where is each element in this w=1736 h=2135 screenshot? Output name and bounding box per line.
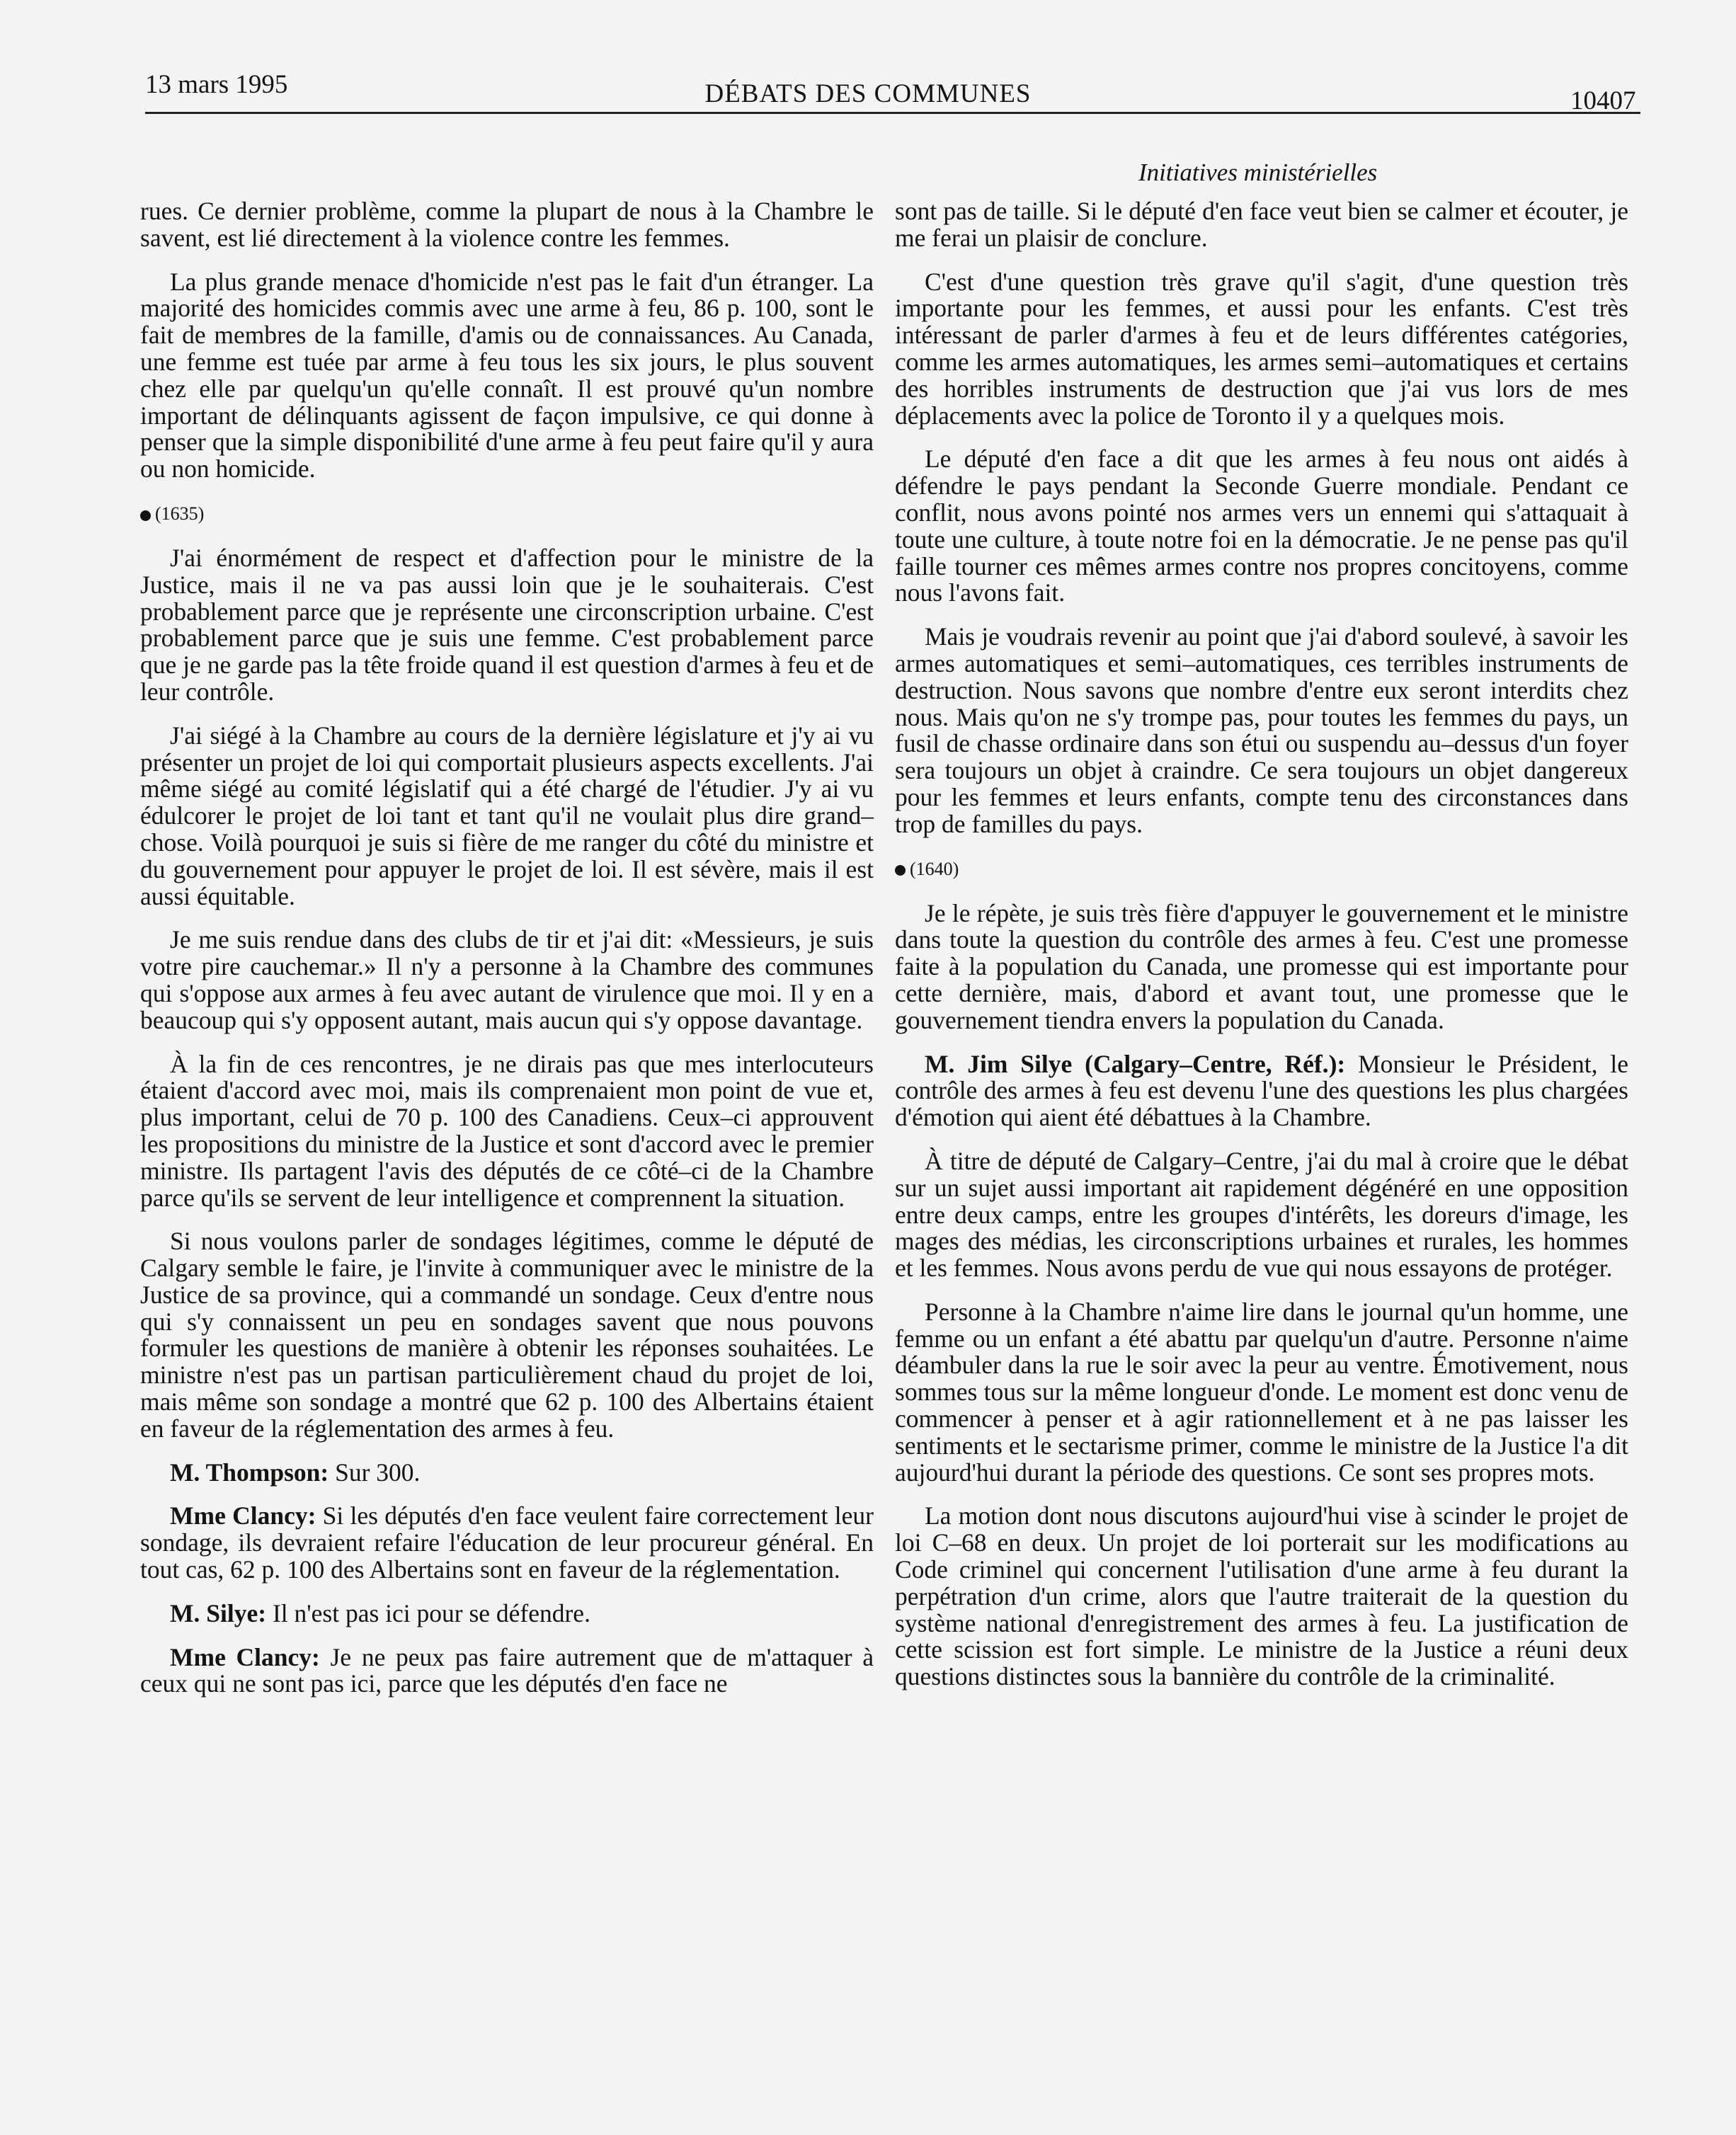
speech-text: Si les députés d'en face veulent faire correctement leur sondage, ils devraient refaire l'éducation de leur procureur général. En tout cas, 62 p. 100 des Albertains sont en faveur de la réglementation.: [140, 1501, 874, 1584]
speech-text: Il n'est pas ici pour se défendre.: [266, 1598, 590, 1627]
speaker-name: M. Thompson:: [170, 1458, 329, 1487]
speech: [140, 1503, 874, 1583]
speech-text: Monsieur le Président, le contrôle des armes à feu est devenu l'une des questions les plus chargées d'émotion qui aient été débattues à la Chambre.: [895, 1049, 1628, 1132]
paragraph: sont pas de taille. Si le député d'en face veut bien se calmer et écouter, je me ferai un plaisir de conclure.: [895, 197, 1628, 252]
time-marker-label: (1635): [155, 503, 205, 524]
time-marker-label: (1640): [910, 858, 959, 879]
paragraph: La motion dont nous discutons aujourd'hui vise à scinder le projet de loi C–68 en deux. Un projet de loi porterait sur les modifications au Code criminel qui concernent l'utilisation d'une arme à feu durant la perpétration d'un crime, alors que l'autre traiterait de la question du système national d'enregistrement des armes à feu. La justification de cette scission est fort simple. Le ministre de la Justice a réuni deux questions distinctes sous la bannière du contrôle de la criminalité.: [895, 1501, 1628, 1691]
speaker-name: Mme Clancy:: [170, 1642, 320, 1671]
header-page-number: 10407: [1570, 86, 1636, 115]
speech-text: Sur 300.: [329, 1458, 421, 1487]
paragraph: J'ai siégé à la Chambre au cours de la dernière législature et j'y ai vu présenter un projet de loi qui comportait plusieurs aspects excellents. J'ai même siégé au comité législatif qui a été chargé de l'étudier. J'y ai vu édulcorer le projet de loi tant et tant qu'il ne voulait plus dire grand–chose. Voilà pourquoi je suis si fière de me ranger du côté du ministre et du gouvernement pour appuyer le projet de loi. Il est sévère, mais il est aussi équitable.: [140, 721, 874, 910]
paragraph: Je me suis rendue dans des clubs de tir et j'ai dit: «Messieurs, je suis votre pire cauchemar.» Il n'y a personne à la Chambre des communes qui s'oppose aux armes à feu avec autant de virulence que moi. Il y en a beaucoup qui s'y opposent autant, mais aucun qui s'y oppose davantage.: [140, 925, 874, 1034]
speech: [895, 1051, 1628, 1131]
time-marker: [895, 855, 1628, 883]
paragraph: Le député d'en face a dit que les armes à feu nous ont aidés à défendre le pays pendant la Seconde Guerre mondiale. Pendant ce conflit, nous avons pointé nos armes vers un ennemi qui s'attaquait à toute une culture, à toute notre foi en la démocratie. Je ne pense pas qu'il faille tourner ces mêmes armes contre nos propres concitoyens, comme nous l'avons fait.: [895, 445, 1628, 607]
paragraph: Personne à la Chambre n'aime lire dans le journal qu'un homme, une femme ou un enfant a été abattu par quelqu'un d'autre. Personne n'aime déambuler dans la rue le soir avec la peur au ventre. Émotivement, nous sommes tous sur la même longueur d'onde. Le moment est donc venu de commencer à penser et à agir rationnellement et à ne pas laisser les sentiments et le sectarisme primer, comme le ministre de la Justice l'a dit aujourd'hui durant la période des questions. Ce sont ses propres mots.: [895, 1297, 1628, 1487]
paragraph: À titre de député de Calgary–Centre, j'ai du mal à croire que le débat sur un sujet aussi important ait rapidement dégénéré en une opposition entre deux camps, entre les groupes d'intérêts, les doreurs d'image, les mages des médias, les circonscriptions urbaines et rurales, les hommes et les femmes. Nous avons perdu de vue qui nous essayons de protéger.: [895, 1146, 1628, 1283]
speaker-name: Mme Clancy:: [170, 1501, 316, 1530]
section-heading: Initiatives ministérielles: [1138, 159, 1378, 186]
paragraph: La plus grande menace d'homicide n'est pas le fait d'un étranger. La majorité des homicides commis avec une arme à feu, 86 p. 100, sont le fait de membres de la famille, d'amis ou de connaissances. Au Canada, une femme est tuée par arme à feu tous les six jours, le plus souvent chez elle par quelqu'un qu'elle connaît. Il est prouvé qu'un nombre important de délinquants agissent de façon impulsive, ce qui donne à penser que la simple disponibilité d'une arme à feu peut faire qu'il y aura ou non homicide.: [140, 267, 874, 483]
paragraph: Si nous voulons parler de sondages légitimes, comme le député de Calgary semble le faire, je l'invite à communiquer avec le ministre de la Justice de sa province, qui a commandé un sondage. Ceux d'entre nous qui s'y connaissent un peu en sondages savent que nous pouvons formuler les questions de manière à obtenir les réponses souhaitées. Le ministre n'est pas un partisan particulièrement chaud du projet de loi, mais même son sondage a montré que 62 p. 100 des Albertains étaient en faveur de la réglementation des armes à feu.: [140, 1227, 874, 1443]
time-marker: [140, 500, 874, 528]
header-title: DÉBATS DES COMMUNES: [704, 79, 1032, 108]
paragraph: J'ai énormément de respect et d'affection pour le ministre de la Justice, mais il ne va pas aussi loin que je le souhaiterais. C'est probablement parce que je représente une circonscription urbaine. C'est probablement parce que je suis une femme. C'est probablement parce que je ne garde pas la tête froide quand il est question d'armes à feu et de leur contrôle.: [140, 543, 874, 706]
paragraph: C'est d'une question très grave qu'il s'agit, d'une question très importante pour les femmes, et aussi pour les enfants. C'est très intéressant de parler d'armes à feu et de leurs différentes catégories, comme les armes automatiques, les armes semi–automatiques et certains des horribles instruments de destruction que j'ai vus lors de mes déplacements avec la police de Toronto il y a quelques mois.: [895, 267, 1628, 430]
header-date: 13 mars 1995: [145, 70, 288, 99]
paragraph: rues. Ce dernier problème, comme la plupart de nous à la Chambre le savent, est lié directement à la violence contre les femmes.: [140, 197, 874, 252]
right-column: [895, 198, 1628, 1707]
header-rule: [145, 112, 1640, 114]
left-column: [140, 198, 874, 1715]
paragraph: À la fin de ces rencontres, je ne dirais pas que mes interlocuteurs étaient d'accord avec moi, mais ils comprenaient mon point de vue et, plus important, celui de 70 p. 100 des Canadiens. Ceux–ci approuvent les propositions du ministre de la Justice et sont d'accord avec le premier ministre. Ils partagent l'avis des députés de ce côté–ci de la Chambre parce qu'ils se servent de leur intelligence et comprennent la situation.: [140, 1049, 874, 1212]
speaker-name: M. Jim Silye (Calgary–Centre, Réf.):: [925, 1049, 1346, 1078]
speaker-name: M. Silye:: [170, 1598, 267, 1627]
speech-text: Je ne peux pas faire autrement que de m'attaquer à ceux qui ne sont pas ici, parce que les députés d'en face ne: [140, 1642, 874, 1698]
bullet-icon: [895, 865, 906, 876]
speech: [140, 1460, 874, 1487]
bullet-icon: [140, 510, 151, 521]
speech: [140, 1644, 874, 1698]
speech: [140, 1598, 874, 1627]
paragraph: Je le répète, je suis très fière d'appuyer le gouvernement et le ministre dans toute la question du contrôle des armes à feu. C'est une promesse faite à la population du Canada, une promesse qui est importante pour cette dernière, mais, d'abord et avant tout, une promesse que le gouvernement tiendra envers la population du Canada.: [895, 898, 1628, 1034]
paragraph: Mais je voudrais revenir au point que j'ai d'abord soulevé, à savoir les armes automatiques et semi–automatiques, ces terribles instruments de destruction. Nous savons que nombre d'entre eux seront interdits chez nous. Mais qu'on ne s'y trompe pas, pour toutes les femmes du pays, un fusil de chasse ordinaire dans son étui ou suspendu au–dessus d'un foyer sera toujours un objet à craindre. Ce sera toujours un objet dangereux pour les femmes et leurs enfants, compte tenu des circonstances dans trop de familles du pays.: [895, 622, 1628, 838]
